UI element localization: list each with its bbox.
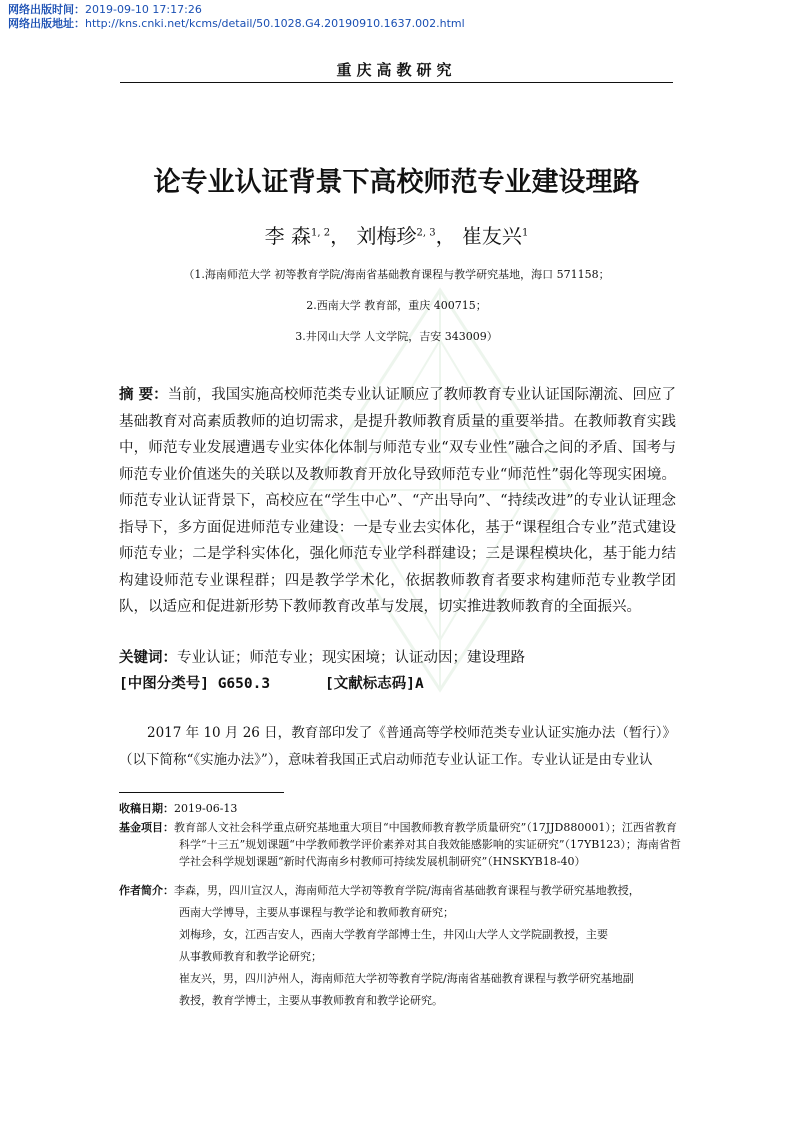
keywords: [119, 646, 525, 667]
author-affil-mark: 2, 3: [416, 227, 436, 239]
fund-info: [119, 819, 684, 870]
author-bio-line: 教授，教育学博士，主要从事教师教育和教学论研究。: [179, 994, 443, 1007]
author-name: 崔友兴: [461, 224, 522, 248]
classification-line: [119, 672, 424, 693]
pub-addr-link[interactable]: http://kns.cnki.net/kcms/detail/50.1028.G4.20190910.1637.002.html: [85, 17, 465, 30]
keywords-label: 关键词：: [119, 650, 177, 666]
online-publication-time: [8, 3, 202, 17]
body-paragraph: 2017 年 10 月 26 日，教育部印发了《普通高等学校师范类专业认证实施办法（暂行）》（以下简称“《实施办法》”），意味着我国正式启动师范专业认证工作。专业认证是由专业认: [119, 725, 676, 768]
author-bio-line: 西南大学博导，主要从事课程与教学论和教师教育研究；: [179, 906, 454, 919]
author-list: [0, 220, 793, 249]
received-label: 收稿日期：: [119, 802, 174, 815]
keywords-text: 专业认证；师范专业；现实困境；认证动因；建设理路: [177, 650, 525, 666]
author-bio-line: 崔友兴，男，四川泸州人，海南师范大学初等教育学院/海南省基础教育课程与教学研究基地副: [179, 972, 634, 985]
author-separator: ，: [435, 224, 456, 248]
author-affil-mark: 1: [521, 227, 529, 239]
author-bio: [119, 882, 684, 1009]
author-name: 刘梅珍: [356, 224, 417, 248]
fund-label: 基金项目：: [119, 821, 174, 834]
journal-name: 重庆高教研究: [336, 61, 457, 79]
affiliation-line: 3.井冈山大学 人文学院，吉安 343009）: [295, 330, 498, 343]
author-bio-line: 从事教师教育和教学论研究；: [179, 950, 322, 963]
article-title: 论专业认证背景下高校师范专业建设理路: [153, 167, 640, 198]
affiliation-line: 2.西南大学 教育部，重庆 400715；: [306, 299, 487, 312]
author-bio-line: 李森，男，四川宣汉人，海南师范大学初等教育学院/海南省基础教育课程与教学研究基地教授，: [174, 884, 640, 897]
online-publication-address: [8, 17, 465, 31]
clc-number: [中图分类号] G650.3: [119, 676, 271, 692]
author-affil-mark: 1, 2: [311, 227, 331, 239]
received-value: 2019-06-13: [174, 802, 238, 815]
author-bio-line: 刘梅珍，女，江西吉安人，西南大学教育学部博士生，井冈山大学人文学院副教授，主要: [179, 928, 608, 941]
author-separator: ，: [330, 224, 351, 248]
abstract-text: 当前，我国实施高校师范类专业认证顺应了教师教育专业认证国际潮流、回应了基础教育对高素质教师的迫切需求，是提升教师教育质量的重要举措。在教师教育实践中，师范专业发展遭遇专业实体化体制与师范专业“双专业性”融合之间的矛盾、国考与师范专业价值迷失的关联以及教师教育开放化导致师范专业“师范性”弱化等现实困境。师范专业认证背景下，高校应在“学生中心”、“产出导向”、“持续改进”的专业认证理念指导下，多方面促进师范专业建设：一是专业去实体化，基于“课程组合专业”范式建设师范专业；二是学科实体化，强化师范专业学科群建设；三是课程模块化，基于能力结构建设师范专业课程群；四是教学学术化，依据教师教育者要求构建师范专业教学团队，以适应和促进新形势下教师教育改革与发展，切实推进教师教育的全面振兴。: [119, 387, 676, 615]
footnote-rule: [119, 792, 284, 793]
affiliation-line: （1.海南师范大学 初等教育学院/海南省基础教育课程与教学研究基地，海口 571158；: [183, 268, 610, 281]
pub-time-value: 2019-09-10 17:17:26: [85, 3, 202, 16]
abstract: [119, 382, 676, 621]
author-name: 李 森: [264, 224, 312, 248]
author-bio-label: 作者简介：: [119, 884, 174, 897]
pub-addr-label: 网络出版地址：: [8, 17, 85, 30]
pub-time-label: 网络出版时间：: [8, 3, 85, 16]
document-code: [文献标志码]A: [325, 676, 424, 692]
fund-text: 教育部人文社会科学重点研究基地重大项目“中国教师教育教学质量研究”（17JJD880001）；江西省教育科学“十三五”规划课题“中学教师教学评价素养对其自我效能感影响的实证研究”（17YB123）；海南省哲学社会科学规划课题“新时代海南乡村教师可持续发展机制研究”（HNSKYB18-40）: [174, 821, 681, 868]
received-date: [119, 800, 684, 817]
abstract-label: 摘 要：: [119, 387, 168, 403]
header-rule: [120, 82, 673, 83]
